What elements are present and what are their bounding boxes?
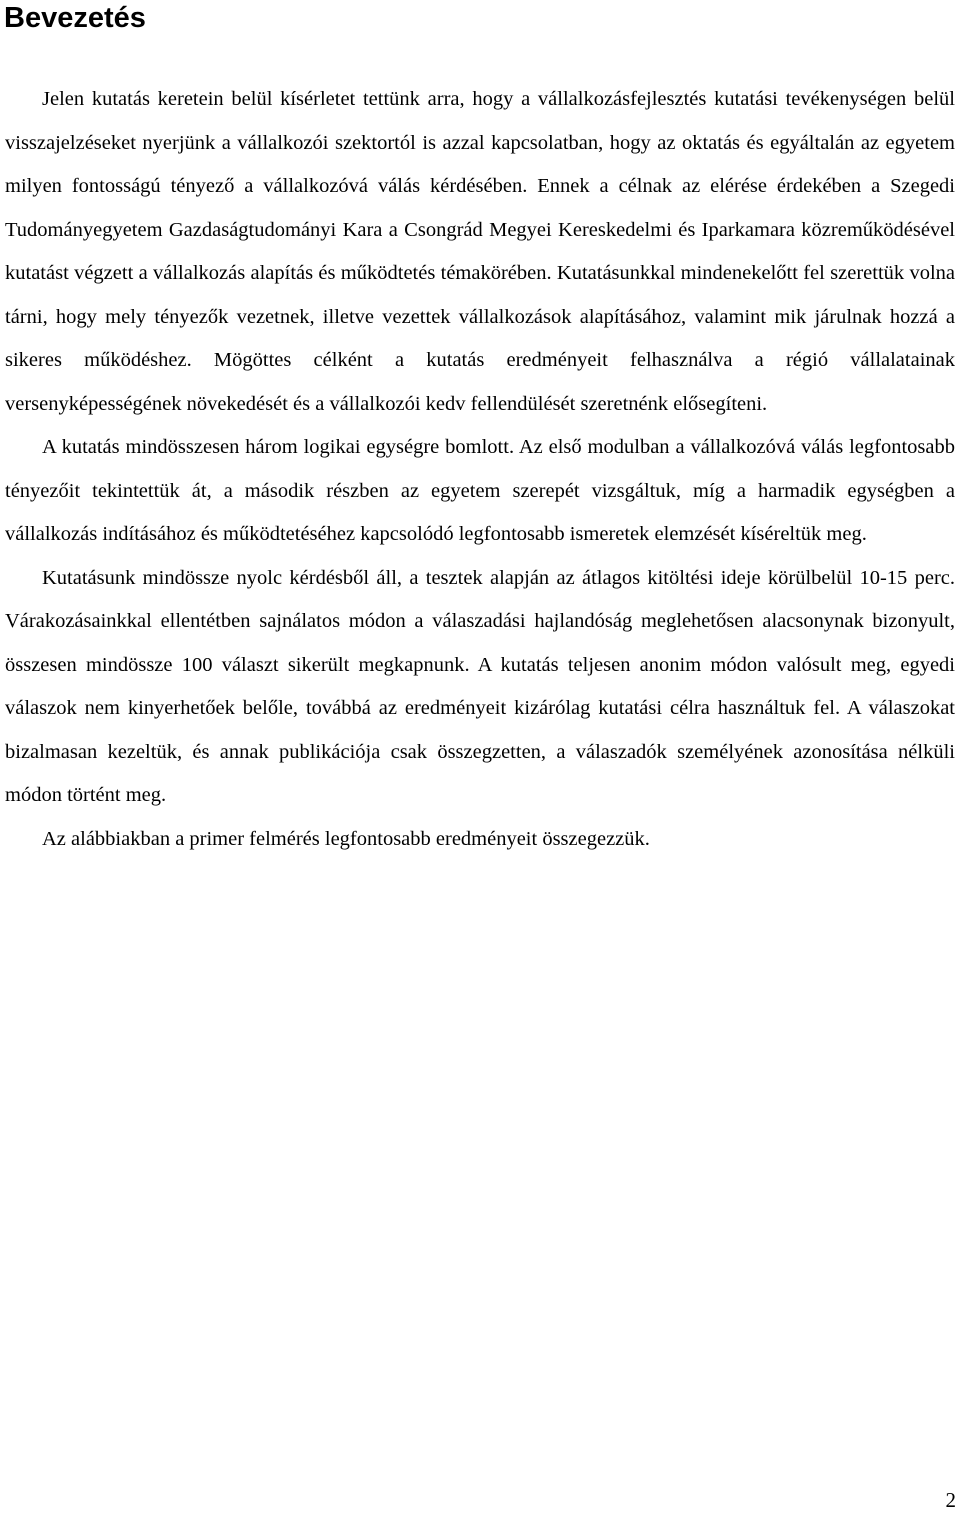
body-text bbox=[5, 78, 955, 861]
section-heading: Bevezetés bbox=[4, 2, 146, 34]
paragraph-method: Kutatásunk mindössze nyolc kérdésből áll, a tesztek alapján az átlagos kitöltési ideje körülbelül 10-15 perc. Várakozásainkkal ellentétben sajnálatos módon a válaszadási hajlandóság meglehetősen alacsonynak bizonyult, összesen mindössze 100 választ sikerült megkapnunk. A kutatás teljesen anonim módon valósult meg, egyedi válaszok nem kinyerhetőek belőle, továbbá az eredményeit kizárólag kutatási célra használtuk fel. A válaszokat bizalmasan kezeltük, és annak publikációja csak összegzetten, a válaszadók személyének azonosítása nélküli módon történt meg. bbox=[5, 566, 955, 806]
page-number: 2 bbox=[945, 1488, 956, 1512]
paragraph-intro: Jelen kutatás keretein belül kísérletet tettünk arra, hogy a vállalkozásfejlesztés kutatási tevékenységen belül visszajelzéseket nyerjünk a vállalkozói szektortól is azzal kapcsolatban, hogy az oktatás és egyáltalán az egyetem milyen fontosságú tényező a vállalkozóvá válás kérdésében. Ennek a célnak az elérése érdekében a Szegedi Tudományegyetem Gazdaságtudományi Kara a Csongrád Megyei Kereskedelmi és Iparkamara közreműködésével kutatást végzett a vállalkozás alapítás és működtetés témakörében. Kutatásunkkal mindenekelőtt fel szerettük volna tárni, hogy mely tényezők vezetnek, illetve vezettek vállalkozások alapításához, valamint mik járulnak hozzá a sikeres működéshez. Mögöttes célként a kutatás eredményeit felhasználva a régió vállalatainak versenyképességének növekedését és a vállalkozói kedv fellendülését szeretnénk elősegíteni. bbox=[5, 88, 955, 415]
paragraph-summary: Az alábbiakban a primer felmérés legfontosabb eredményeit összegezzük. bbox=[42, 827, 650, 850]
paragraph-structure: A kutatás mindösszesen három logikai egységre bomlott. Az első modulban a vállalkozóvá válás legfontosabb tényezőit tekintettük át, a második részben az egyetem szerepét vizsgáltuk, míg a harmadik egységben a vállalkozás indításához és működtetéséhez kapcsolódó legfontosabb ismeretek elemzését kíséreltük meg. bbox=[5, 436, 955, 545]
